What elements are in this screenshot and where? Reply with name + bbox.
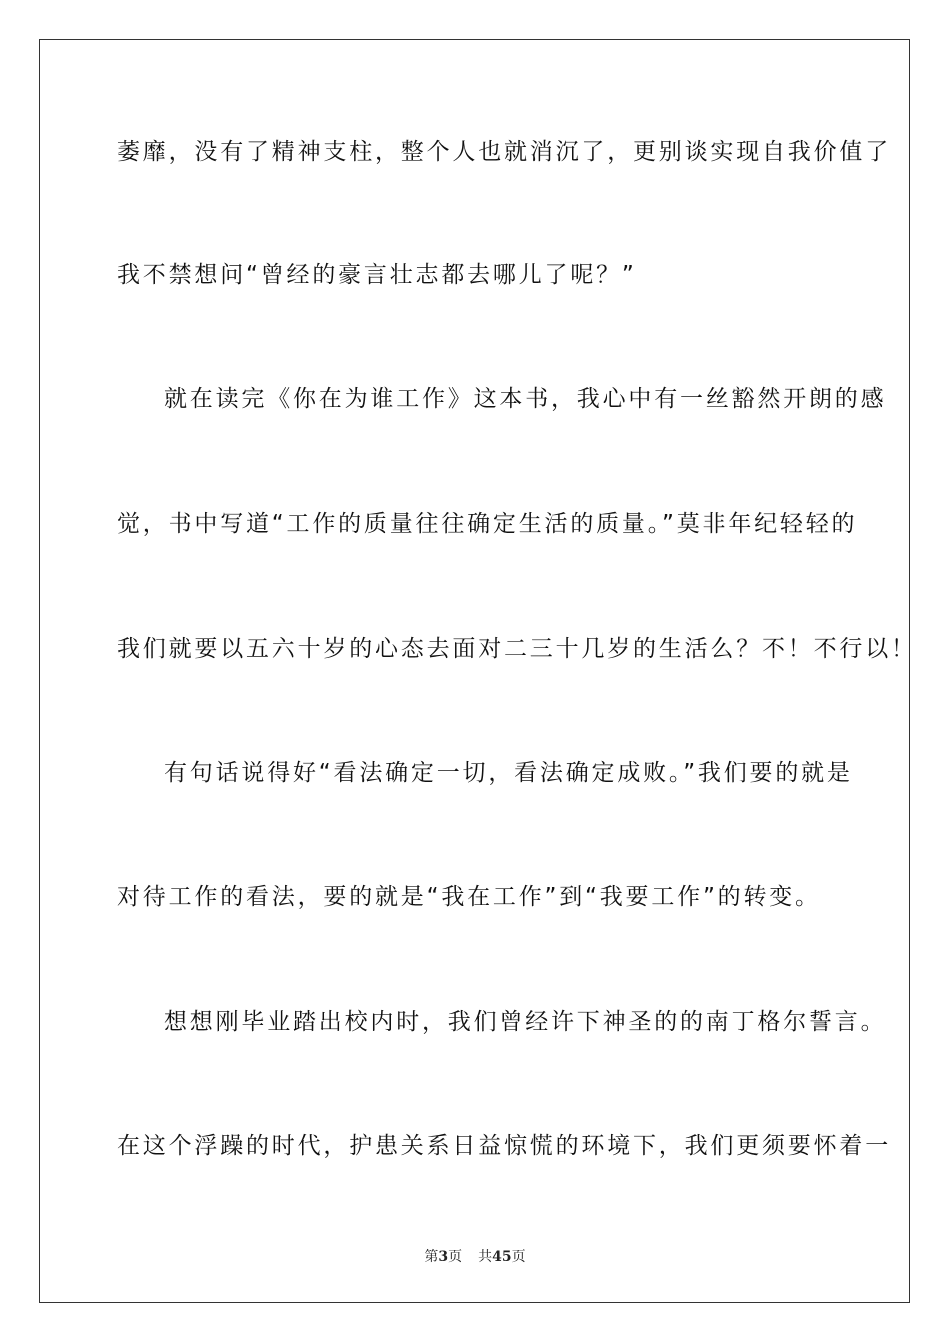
footer-page-suffix: 页 (448, 1249, 463, 1265)
body-line-8: 想想刚毕业踏出校内时，我们曾经许下神圣的的南丁格尔誓言。 (164, 1009, 887, 1035)
body-line-5: 我们就要以五六十岁的心态去面对二三十几岁的生活么？不！不行以！ (117, 636, 917, 662)
body-line-4: 觉，书中写道“工作的质量往往确定生活的质量。”莫非年纪轻轻的 (117, 511, 858, 537)
footer-page-number: 3 (438, 1249, 449, 1265)
body-line-3: 就在读完《你在为谁工作》这本书，我心中有一丝豁然开朗的感 (164, 386, 887, 412)
body-line-2: 我不禁想问“曾经的豪言壮志都去哪儿了呢？” (117, 262, 637, 288)
body-line-9: 在这个浮躁的时代，护患关系日益惊慌的环境下，我们更须要怀着一 (117, 1133, 891, 1159)
footer-total-suffix: 页 (511, 1249, 526, 1265)
body-line-1: 萎靡，没有了精神支柱，整个人也就消沉了，更别谈实现自我价值了 (117, 139, 891, 165)
footer-total-prefix: 共 (478, 1249, 493, 1265)
footer-total-pages: 45 (492, 1249, 512, 1265)
body-line-7: 对待工作的看法，要的就是“我在工作”到“我要工作”的转变。 (117, 884, 821, 910)
page-border (39, 39, 910, 1303)
page-footer (0, 1248, 950, 1266)
body-line-6: 有句话说得好“看法确定一切，看法确定成败。”我们要的就是 (164, 760, 853, 786)
footer-page-prefix: 第 (424, 1249, 439, 1265)
